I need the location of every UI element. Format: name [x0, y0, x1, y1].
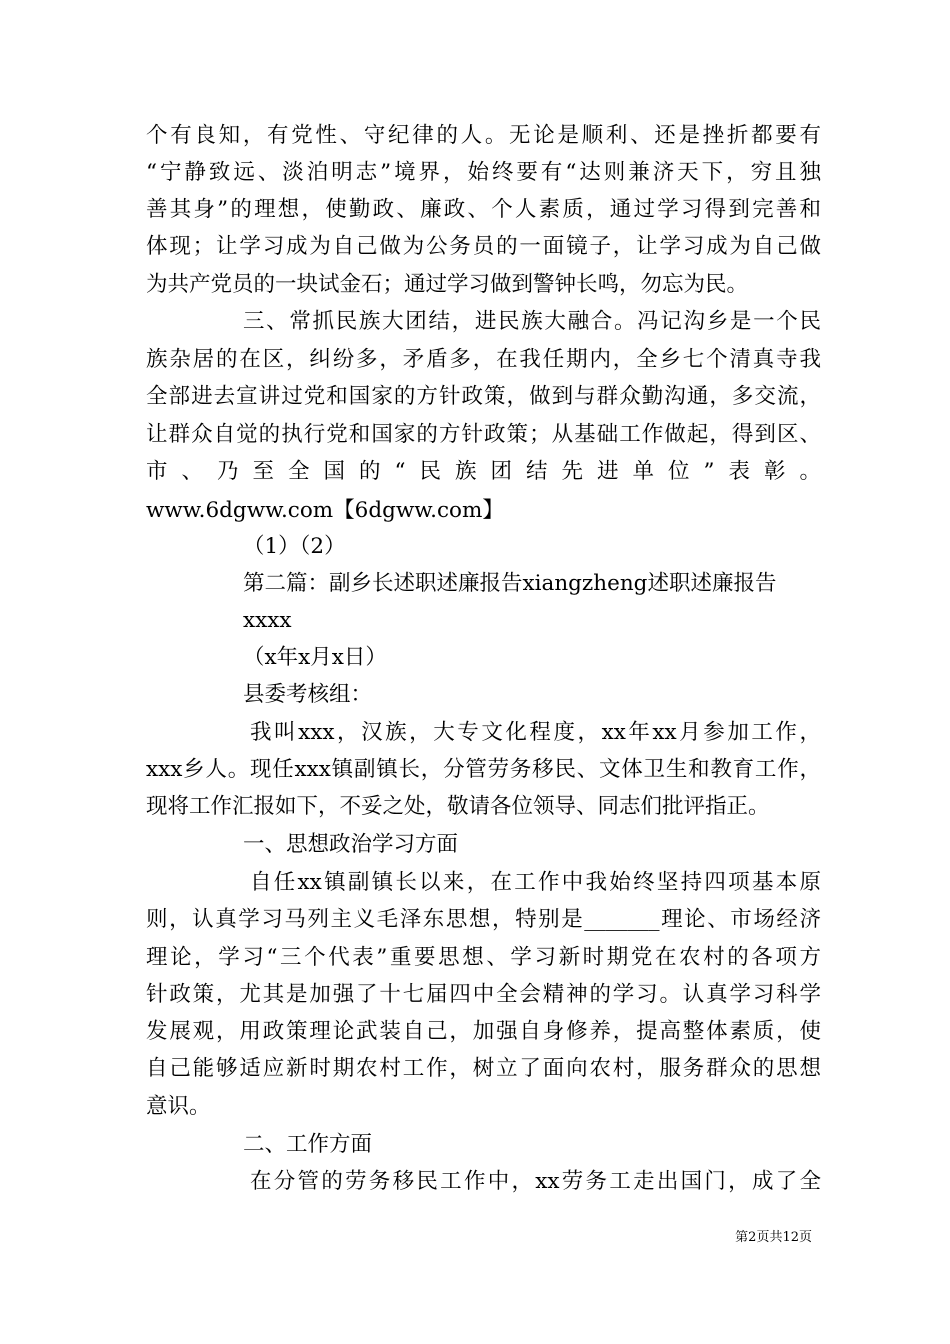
text-line: 在分管的劳务移民工作中，xx劳务工走出国门，成了全 — [250, 1169, 821, 1194]
salutation: 县委考核组： — [243, 682, 373, 707]
text-line: 体现；让学习成为自己做为公务员的一面镜子，让学习成为自己做 — [146, 234, 821, 259]
text-line: 我叫xxx，汉族，大专文化程度，xx年xx月参加工作， — [250, 720, 821, 745]
text-line: 全部进去宣讲过党和国家的方针政策，做到与群众勤沟通，多交流， — [146, 384, 821, 409]
text-line: 为共产党员的一块试金石；通过学习做到警钟长鸣，勿忘为民。 — [146, 272, 749, 297]
text-line: 则，认真学习马列主义毛泽东思想，特别是_______理论、市场经济 — [146, 907, 821, 932]
text-line: 发展观，用政策理论武装自己，加强自身修养，提高整体素质，使 — [146, 1019, 821, 1044]
text-line: 族杂居的在区，纠纷多，矛盾多，在我任期内，全乡七个清真寺我 — [146, 347, 821, 372]
page-number-footer: 第2页共12页 — [735, 1230, 812, 1245]
text-line: 个有良知，有党性、守纪律的人。无论是顺利、还是挫折都要有 — [146, 123, 821, 148]
website-link: www.6dgww.com【6dgww.com】 — [146, 498, 504, 523]
text-line: “宁静致远、淡泊明志”境界，始终要有“达则兼济天下，穷且独 — [146, 160, 821, 185]
section-heading-3: 三、常抓民族大团结，进民族大融合。冯记沟乡是一个民 — [243, 309, 821, 334]
text-line: xxx乡人。现任xxx镇副镇长，分管劳务移民、文体卫生和教育工作， — [146, 757, 821, 782]
section-heading-1: 一、思想政治学习方面 — [243, 832, 459, 857]
text-line: 针政策，尤其是加强了十七届四中全会精神的学习。认真学习科学 — [146, 982, 821, 1007]
chapter-title: 第二篇：副乡长述职述廉报告xiangzheng述职述廉报告 — [243, 571, 777, 596]
page-pagination: （1）（2） — [243, 534, 346, 559]
report-date: （x年x月x日） — [243, 645, 387, 670]
text-line: 现将工作汇报如下，不妥之处，敬请各位领导、同志们批评指正。 — [146, 794, 770, 819]
section-heading-2: 二、工作方面 — [243, 1132, 373, 1157]
text-line: 让群众自觉的执行党和国家的方针政策；从基础工作做起，得到区、 — [146, 422, 821, 447]
text-line: 善其身”的理想，使勤政、廉政、个人素质，通过学习得到完善和 — [146, 197, 821, 222]
text-line: 理论，学习“三个代表”重要思想、学习新时期党在农村的各项方 — [146, 945, 821, 970]
author-name: xxxx — [243, 608, 292, 633]
text-line: 自己能够适应新时期农村工作，树立了面向农村，服务群众的思想 — [146, 1056, 821, 1081]
text-line: 自任xx镇副镇长以来，在工作中我始终坚持四项基本原 — [250, 870, 821, 895]
text-line: 意识。 — [146, 1094, 211, 1119]
text-line: 市、乃至全国的“民族团结先进单位”表彰。 — [146, 459, 821, 484]
